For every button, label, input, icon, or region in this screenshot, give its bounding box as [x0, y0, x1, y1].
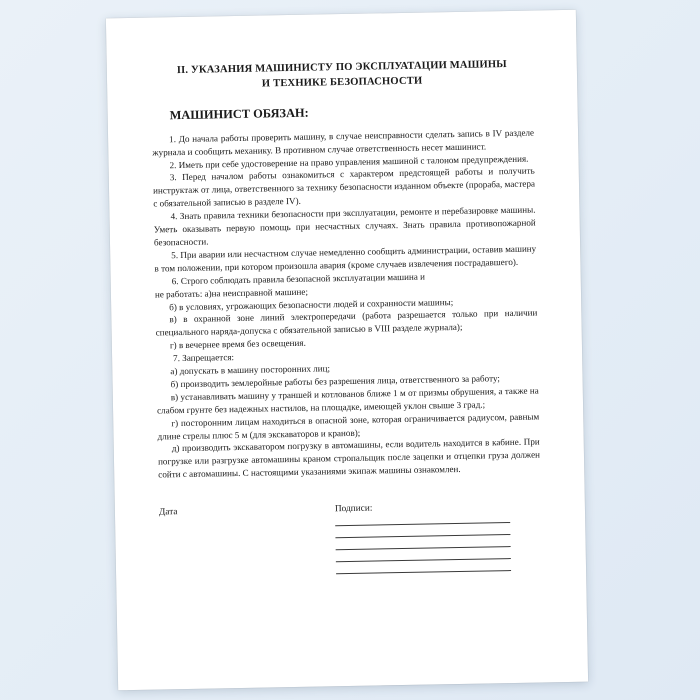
paragraph-5: 5. При аварии или несчастном случае немедленно сообщить администрации, оставив машину в том положении, при котором произошла авария (кроме случаев извлечения пострадавшего). — [154, 243, 537, 274]
document-body — [106, 10, 588, 690]
paragraph-6: 6. Строго соблюдать правила безопасной эксплуатации машина и — [171, 271, 426, 286]
paragraph-7: 7. Запрещается: — [173, 352, 235, 364]
signature-line — [335, 522, 510, 526]
signature-line — [336, 570, 511, 574]
signature-lines — [335, 522, 542, 575]
document-title — [155, 57, 530, 95]
paragraph-7-a: а) допускать в машину посторонних лиц; — [170, 363, 331, 377]
signatures-field — [309, 501, 542, 586]
signature-line — [335, 534, 510, 538]
paragraph-4: 4. Знать правила техники безопасности при эксплуатации, ремонте и перебазировке машины. Уметь оказывать первую помощь при несчастных случаях. Знать правила противопожарной безопасности. — [153, 204, 536, 248]
paragraph-7-g: г) посторонним лицам находиться в опасной зоне, которая ограничивается радиусом, равным длине стрелы плюс 5 м (для экскаваторов и кранов); — [157, 411, 540, 442]
paragraph-6-v: в) в охранной зоне линий электропередачи (работа разрешается только при наличии специального наряда-допуска с обязательной записью в VIII разделе журнала); — [155, 307, 538, 338]
paragraph-2: 2. Иметь при себе удостоверение на право управления машиной с талоном предупреждения. — [169, 153, 529, 170]
signature-block — [159, 501, 542, 589]
signatures-label: Подписи: — [334, 503, 373, 515]
paragraph-3: 3. Перед началом работы ознакомиться с характером предстоящей работы и получить инструктаж от лица, ответственного за технику безопасности изданном объекте (прораба, мастера с обязательной записью в разделе IV). — [152, 165, 536, 209]
paragraph-6-b: б) в условиях, угрожающих безопасности людей и сохранности машины; — [169, 296, 454, 312]
date-field — [159, 505, 309, 529]
document-title-line-2: И ТЕХНИКЕ БЕЗОПАСНОСТИ — [261, 75, 423, 90]
document-title-line-1: II. УКАЗАНИЯ МАШИНИСТУ ПО ЭКСПЛУАТАЦИИ МАШИНЫ — [176, 59, 507, 77]
paragraph-7-v: в) устанавливать машину у траншей и котлованов ближе 1 м от призмы обрушения, а также на слабом грунте без надежных настилов, на площадке, имеющей уклон свыше 3 град.; — [156, 385, 539, 416]
paragraph-1: 1. До начала работы проверить машину, в случае неисправности сделать запись в IV разделе журнала и сообщить механику. В противном случае ответственность несет машинист. — [152, 127, 535, 158]
paragraph-6-continued: не работать: а)на неисправной машине; — [154, 286, 309, 300]
paragraph-7-d: д) производить экскаватором погрузку в автомашины, если водитель находится в кабине. При погрузке или разгрузке автомашины краном стропальщик после зацепки и отцепки груза должен сойти с автомашины. С настоящими указаниями экипаж машины ознакомлен. — [157, 436, 541, 480]
paragraph-7-b: б) производить землеройные работы без разрешения лица, ответственного за работу; — [170, 373, 500, 390]
signature-line — [336, 558, 511, 562]
date-label: Дата — [158, 507, 178, 518]
document-page — [106, 10, 588, 690]
signature-line — [336, 546, 511, 550]
section-heading: МАШИНИСТ ОБЯЗАН: — [169, 105, 309, 122]
paragraph-6-g: г) в вечернее время без освещения. — [169, 337, 306, 351]
